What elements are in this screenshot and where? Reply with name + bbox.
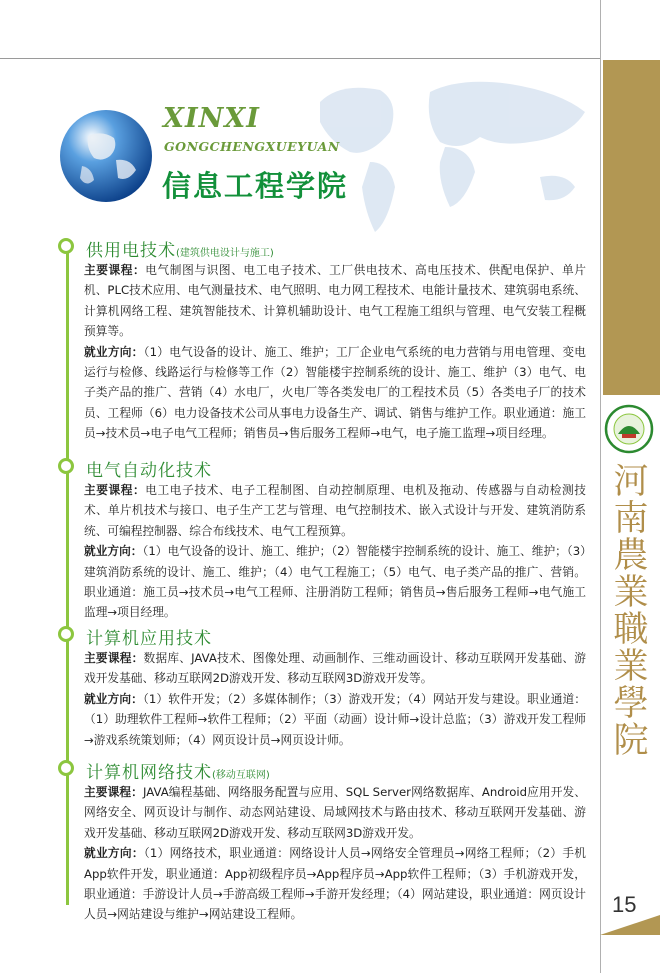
- bullet-ring-icon: [58, 238, 74, 254]
- gold-side-tab: [603, 60, 660, 395]
- section-body: [84, 480, 586, 623]
- section-title-text: 计算机应用技术: [86, 629, 212, 649]
- section-header: [58, 236, 586, 260]
- course-paragraph: [84, 782, 586, 843]
- job-label: 就业方向：: [84, 846, 144, 861]
- header-en-line2: GONGCHENGXUEYUAN: [164, 139, 340, 154]
- job-text: （1）软件开发；（2）多媒体制作；（3）游戏开发；（4）网站开发与建设。职业通道：（1）助理软件工程师→软件工程师；（2）平面（动画）设计师→设计总监；（3）游戏开发工程师→游戏系统策划师；（4）网页设计员→网页设计师。: [84, 691, 586, 747]
- job-label: 就业方向：: [84, 691, 143, 706]
- course-text: JAVA编程基础、网络服务配置与应用、SQL Server网络数据库、Android应用开发、网络安全、网页设计与制作、动态网站建设、局域网技术与路由技术、移动互联网开发基础、游戏开发基础、移动互联网2D游戏开发、移动互联网3D游戏开发。: [84, 785, 586, 840]
- page-title: 信息工程学院: [162, 169, 349, 203]
- page-number: 15: [612, 892, 637, 917]
- vertical-college-name: [607, 462, 655, 761]
- side-rule: [600, 0, 601, 973]
- section-computer-application: [58, 624, 586, 750]
- vertical-char: 業: [613, 573, 649, 613]
- section-power-supply: [58, 236, 586, 444]
- course-paragraph: [84, 260, 586, 342]
- job-label: 就业方向：: [84, 344, 144, 359]
- section-title-text: 供用电技术: [86, 241, 176, 261]
- section-computer-network: [58, 758, 586, 925]
- section-title: [86, 758, 270, 783]
- header-en-line1: XINXI: [163, 103, 260, 134]
- course-label: 主要课程：: [84, 483, 146, 497]
- vertical-char: 南: [613, 499, 649, 539]
- job-text: （1）网络技术，职业通道：网络设计人员→网络安全管理员→网络工程师；（2）手机App软件开发，职业通道：App初级程序员→App程序员→App软件工程师；（3）手机游戏开发，职业通道：手游设计人员→手游高级工程师→手游开发经理；（4）网站建设，职业通道：网页设计人员→网站建设与维护→网站建设工程师。: [84, 846, 586, 922]
- job-paragraph: [84, 689, 586, 750]
- course-label: 主要课程：: [84, 651, 144, 665]
- section-title-text: 计算机网络技术: [86, 763, 212, 783]
- corner-triangle-icon: [600, 915, 660, 935]
- top-rule: [0, 58, 600, 59]
- section-title: [86, 456, 212, 481]
- job-paragraph: [84, 541, 586, 623]
- section-electrical-automation: [58, 456, 586, 623]
- section-body: [84, 782, 586, 925]
- vertical-char: 院: [613, 721, 649, 761]
- vertical-char: 河: [613, 462, 649, 502]
- course-text: 数据库、JAVA技术、图像处理、动画制作、三维动画设计、移动互联网开发基础、游戏开发基础、移动互联网2D游戏开发、移动互联网3D游戏开发等。: [84, 651, 586, 686]
- job-text: （1）电气设备的设计、施工、维护；（2）智能楼宇控制系统的设计、施工、维护；（3）建筑消防系统的设计、施工、维护；（4）电气工程施工；（5）电气、电子类产品的推广、营销。职业通道：施工员→技术员→电气工程师、注册消防工程师；销售员→售后服务工程师→电气施工监理→项目经理。: [84, 544, 586, 620]
- job-paragraph: [84, 843, 586, 925]
- globe-icon: [58, 108, 154, 204]
- vertical-char: 學: [613, 684, 649, 724]
- bullet-ring-icon: [58, 626, 74, 642]
- course-paragraph: [84, 480, 586, 541]
- section-subtitle: (移动互联网): [212, 770, 270, 781]
- section-title: [86, 236, 274, 261]
- college-logo-icon: [604, 404, 654, 454]
- course-paragraph: [84, 648, 586, 689]
- section-header: [58, 758, 586, 782]
- job-label: 就业方向：: [84, 544, 143, 559]
- course-label: 主要课程：: [84, 785, 143, 799]
- section-title: [86, 624, 212, 649]
- section-subtitle: (建筑供电设计与施工): [176, 248, 274, 259]
- vertical-char: 農: [613, 536, 649, 576]
- job-paragraph: [84, 342, 586, 444]
- bullet-ring-icon: [58, 458, 74, 474]
- section-header: [58, 624, 586, 648]
- job-text: （1）电气设备的设计、施工、维护；工厂企业电气系统的电力营销与用电管理、变电运行与检修、线路运行与检修等工作（2）智能楼宇控制系统的设计、施工、维护（3）电气、电子类产品的推广、营销（4）水电厂，火电厂等各类发电厂的工程技术员（5）各类电子厂的技术员、工程师（6）电力设备技术公司从事电力设备生产、调试、销售与维护工作。职业通道：施工员→技术员→电子电气工程师；销售员→售后服务工程师→电气，电子施工监理→项目经理。: [84, 344, 586, 441]
- world-map-icon: [300, 62, 600, 237]
- section-title-text: 电气自动化技术: [86, 461, 212, 481]
- section-body: [84, 648, 586, 750]
- course-text: 电气制图与识图、电工电子技术、工厂供电技术、高电压技术、供配电保护、单片机、PLC技术应用、电气测量技术、电气照明、电力网工程技术、电能计量技术、建筑弱电系统、计算机网络工程、建筑智能技术、计算机辅助设计、电气工程施工组织与管理、电气安装工程概预算等。: [84, 263, 586, 339]
- course-text: 电工电子技术、电子工程制图、自动控制原理、电机及拖动、传感器与自动检测技术、单片机技术与接口、电子生产工艺与管理、电气控制技术、嵌入式设计与开发、建筑消防系统、可编程控制器、综合布线技术、电气工程预算。: [84, 483, 586, 538]
- vertical-char: 職: [613, 610, 649, 650]
- course-label: 主要课程：: [84, 263, 146, 277]
- section-body: [84, 260, 586, 444]
- bullet-ring-icon: [58, 760, 74, 776]
- vertical-char: 業: [613, 647, 649, 687]
- section-header: [58, 456, 586, 480]
